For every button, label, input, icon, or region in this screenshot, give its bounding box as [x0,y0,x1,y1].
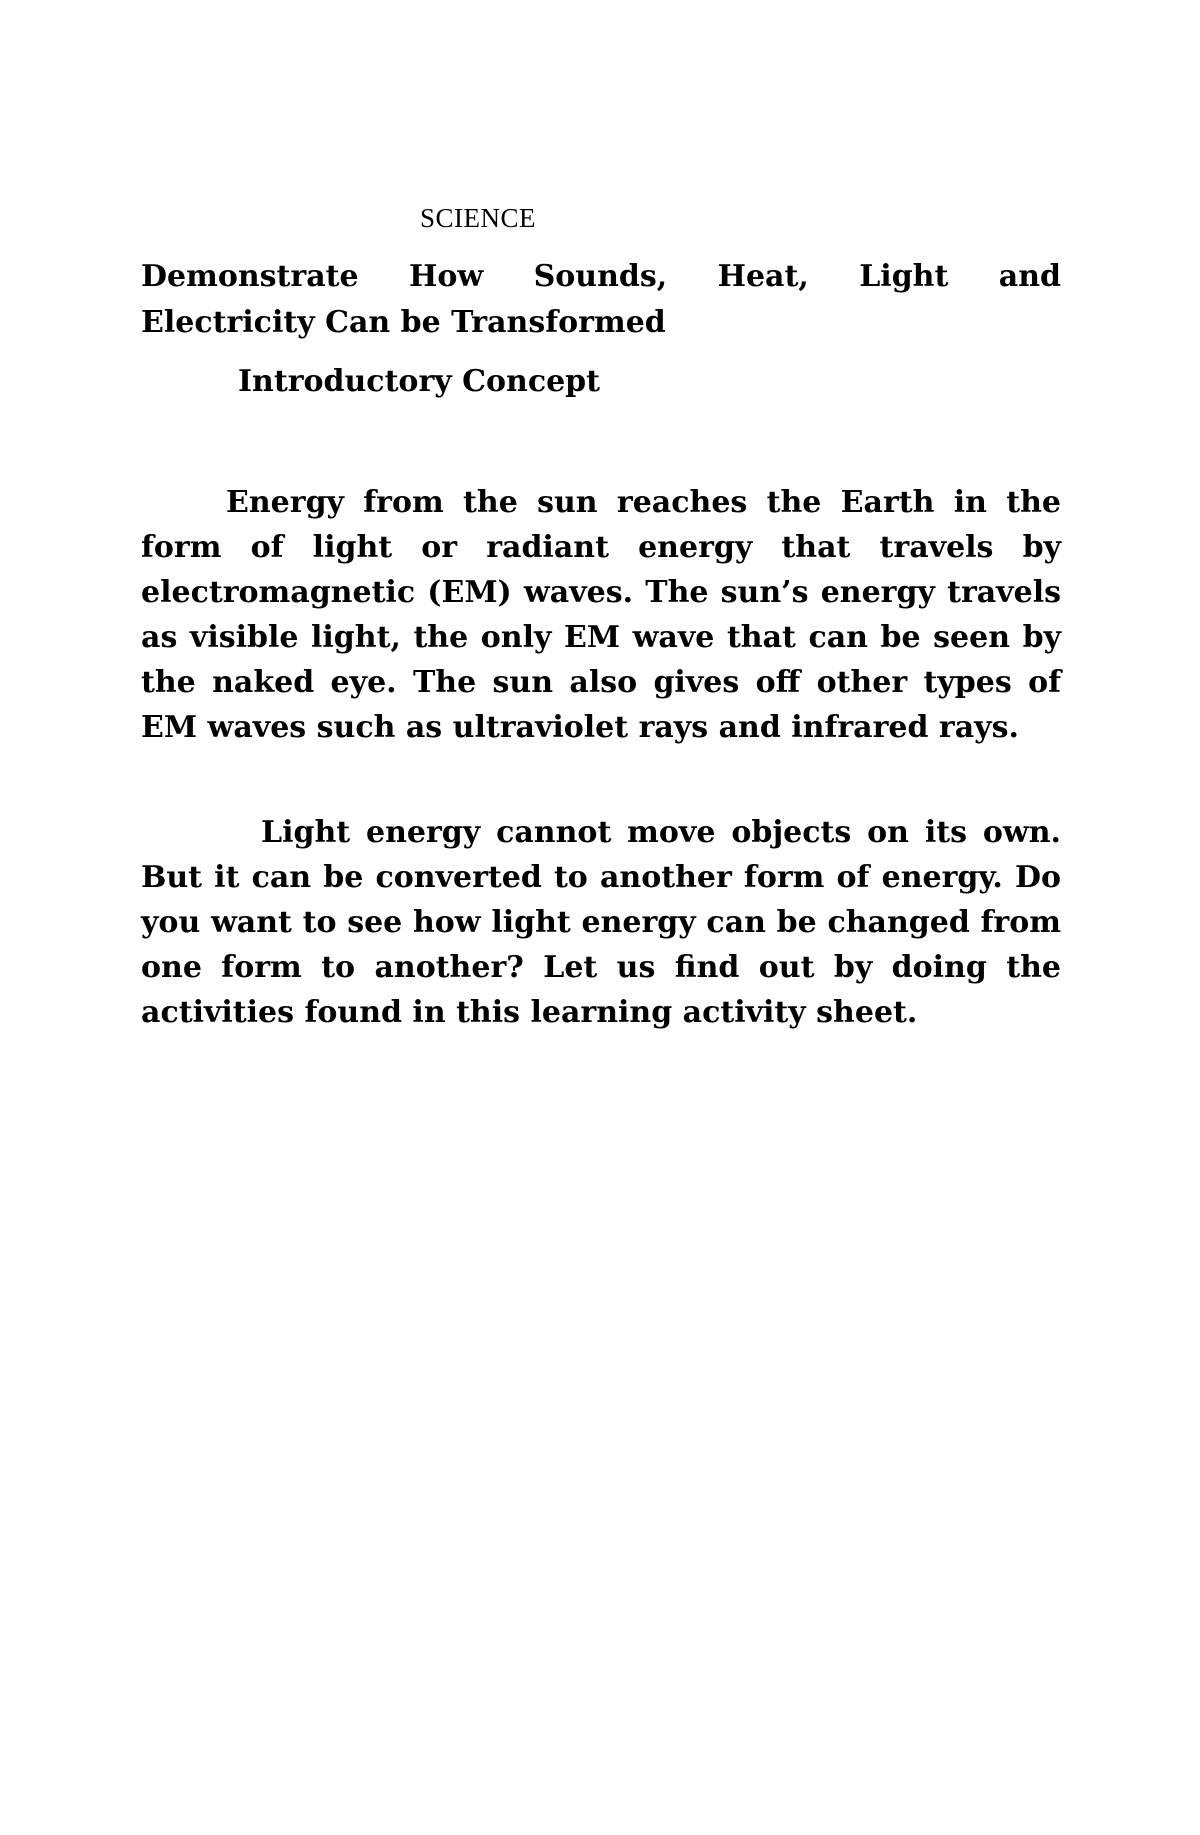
lesson-title-line-2: Electricity Can be Transformed [141,305,666,340]
paragraph-light-energy: Light energy cannot move objects on its own. But it can be converted to another form of energy. Do you want to see how light energy can be changed from one form to another? Let us find out by doing the activities found in this learning activity sheet. [141,815,1061,1030]
lesson-title [141,254,1061,346]
section-heading: Introductory Concept [238,364,601,399]
lesson-title-line-1: Demonstrate How Sounds, Heat, Light and [141,259,1061,294]
subject-heading: SCIENCE [420,203,537,233]
paragraph-sun-energy: Energy from the sun reaches the Earth in the form of light or radiant energy that travels by electromagnetic (EM) waves. The sun’s energy travels as visible light, the only EM wave that can be seen by the naked eye. The sun also gives off other types of EM waves such as ultraviolet rays and infrared rays. [141,485,1061,745]
